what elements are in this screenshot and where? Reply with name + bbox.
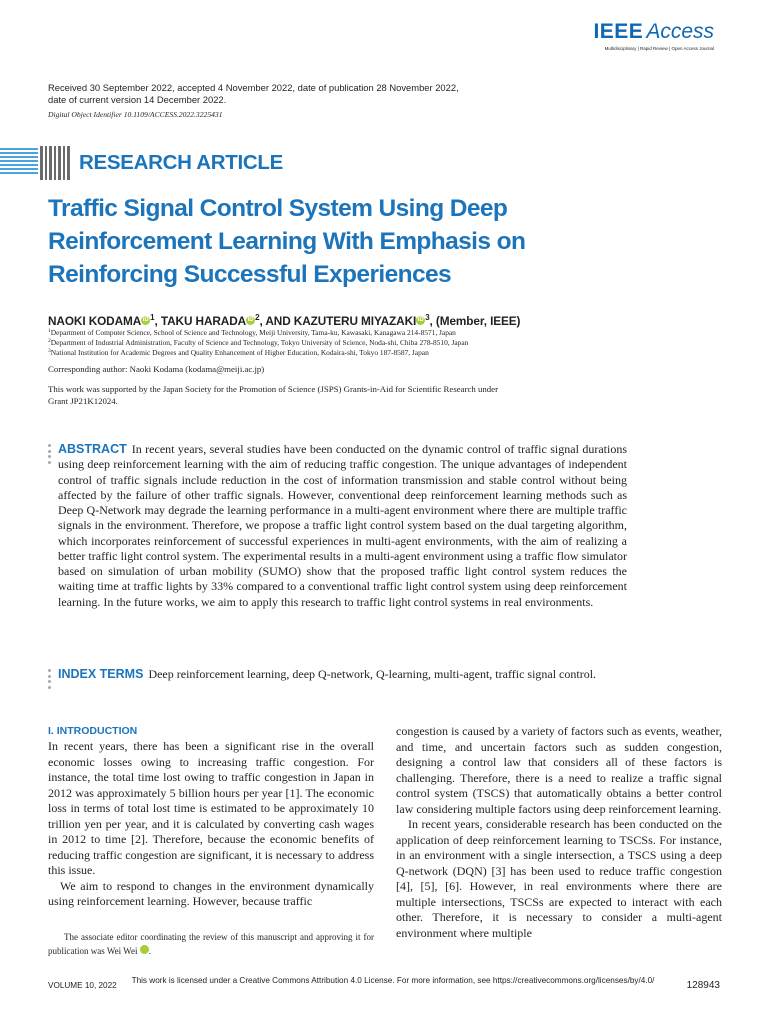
author-list (48, 313, 688, 328)
index-terms-label: INDEX TERMS (58, 667, 144, 681)
orcid-icon[interactable]: iD (417, 316, 424, 323)
author-1-sup: 1 (150, 313, 155, 322)
banner-bars (40, 146, 70, 180)
affiliation-2 (48, 338, 708, 348)
received-line-1: Received 30 September 2022, accepted 4 November 2022, date of publication 28 November 2022, (48, 82, 459, 93)
title-line-3: Reinforcing Successful Experiences (48, 261, 452, 288)
intro-paragraph-3: congestion is caused by a variety of factors such as events, weather, and time, and uncertain factors such as sudden congestion, designing a control law that considers all of these factors is challenging. Therefore, there is a need to realize a traffic signal control system (TSCS) that automatically obtains a better control law considering multiple factors using deep reinforcement learning. (396, 724, 722, 816)
index-terms-text: Deep reinforcement learning, deep Q-network, Q-learning, multi-agent, traffic signal control. (148, 667, 597, 681)
section-heading: I. INTRODUCTION (48, 725, 138, 737)
intro-paragraph-4: In recent years, considerable research has been conducted on the application of deep reinforcement learning to TSCSs. For instance, in an environment with a single intersection, a TSCS using a deep Q-network (DQN) [3] has been used to reduce traffic congestion [4], [5], [6]. However, in real environments where there are multiple intersections, TSCSs are expected to interact with each other. Therefore, it is necessary to consider a multi-agent environment where multiple (396, 817, 722, 940)
funding-note (48, 384, 608, 407)
author-3-suffix: , (Member, IEEE) (429, 313, 521, 328)
page-number: 128943 (686, 980, 720, 991)
intro-paragraph-2: We aim to respond to changes in the environment dynamically using reinforcement learning. However, because traffic (48, 878, 374, 908)
intro-paragraph-1: In recent years, there has been a significant rise in the overall economic losses owing to increasing traffic congestion. For instance, the total time lost owing to traffic congestion in Japan in 2012 was approximately 5 billion hours per year [1]. The economic loss in terms of total lost time is estimated to be approximately 10 trillion yen per year, and it is calculated by converting cash wages in 2012 to time [2]. Therefore, because the economic benefits of reducing traffic congestion are significant, it is necessary to address this issue. (48, 739, 374, 877)
abstract-label: ABSTRACT (58, 442, 127, 456)
received-dates (48, 82, 528, 106)
author-2: , TAKU HARADA (154, 313, 247, 328)
affiliation-num: 3 (48, 348, 51, 354)
abstract-text: In recent years, several studies have been conducted on the dynamic control of traffic signal durations using deep reinforcement learning with the aim of reducing traffic congestion. The unique advantages of independent control of traffic signals include reduction in the cost of information transmission and stable control without being affected by the failure of other traffic signals. However, conventional deep reinforcement learning methods such as Deep Q-Network may degrade the learning performance in a multi-agent environment where there are multiple traffic signals in the environment. Therefore, we propose a traffic light control system based on the dual targeting algorithm, which incorporates reinforcement of successful experiences in multi-agent environments, with the aim of realizing a better traffic light control system. The experimental results in a multi-agent environment using a traffic flow simulator based on simulation of urban mobility (SUMO) show that the proposed traffic light control system reduces the waiting time at traffic lights by 33% compared to a conventional traffic light control system using deep reinforcement learning. In the future works, we aim to apply this research to traffic light control systems in real environments. (58, 442, 627, 609)
affiliation-num: 2 (48, 338, 51, 344)
author-3-sup: 3 (425, 313, 430, 322)
abstract (58, 442, 627, 610)
paper-title (48, 192, 648, 291)
affiliation-3 (48, 348, 708, 358)
index-terms-dots (48, 669, 52, 691)
orcid-icon[interactable]: iD (247, 316, 254, 323)
volume-label: VOLUME 10, 2022 (48, 981, 117, 990)
affiliations (48, 328, 708, 358)
title-line-1: Traffic Signal Control System Using Deep (48, 195, 508, 222)
affiliation-1 (48, 328, 708, 338)
index-terms (58, 667, 627, 682)
received-line-2: date of current version 14 December 2022. (48, 94, 227, 105)
affiliation-text: National Institution for Academic Degrees and Quality Enhancement of Higher Education, Kodaira-shi, Tokyo 187-8587, Japan (50, 348, 429, 357)
orcid-icon[interactable]: iD (140, 945, 149, 954)
orcid-icon[interactable]: iD (142, 316, 149, 323)
author-1: NAOKI KODAMA (48, 313, 142, 328)
body-column-left (48, 724, 374, 910)
article-type: RESEARCH ARTICLE (79, 151, 284, 174)
affiliation-num: 1 (48, 328, 51, 334)
editor-footnote (48, 930, 374, 958)
footnote-text: The associate editor coordinating the review of this manuscript and approving it for publication was Wei Wei (48, 932, 374, 956)
logo-ieee: IEEE (593, 20, 644, 43)
title-line-2: Reinforcement Learning With Emphasis on (48, 228, 526, 255)
author-3: , AND KAZUTERU MIYAZAKI (259, 313, 417, 328)
journal-logo (593, 20, 714, 51)
logo-access: Access (646, 20, 714, 43)
license-note[interactable]: This work is licensed under a Creative Commons Attribution 4.0 License. For more information, see https://creativecommons.org/licenses/by/4.0/ (131, 976, 655, 985)
funding-line-2: Grant JP21K12024. (48, 395, 118, 406)
corresponding-author: Corresponding author: Naoki Kodama (kodama@meiji.ac.jp) (48, 364, 265, 374)
doi: Digital Object Identifier 10.1109/ACCESS.2022.3225431 (48, 110, 223, 119)
body-column-right (396, 724, 722, 941)
author-2-sup: 2 (255, 313, 260, 322)
banner-stripes (0, 148, 38, 178)
abstract-dots (48, 444, 52, 466)
affiliation-text: Department of Industrial Administration, Faculty of Science and Technology, Tokyo University of Science, Noda-shi, Chiba 278-8510, Japan (50, 338, 469, 347)
footnote-end: . (148, 946, 151, 956)
logo-tagline: Multidisciplinary | Rapid Review | Open Access Journal (604, 46, 714, 51)
funding-line-1: This work was supported by the Japan Society for the Promotion of Science (JSPS) Grants-in-Aid for Scientific Research under (48, 384, 499, 394)
affiliation-text: Department of Computer Science, School of Science and Technology, Meiji University, Tama-ku, Kawasaki, Kanagawa 214-8571, Japan (50, 328, 456, 337)
